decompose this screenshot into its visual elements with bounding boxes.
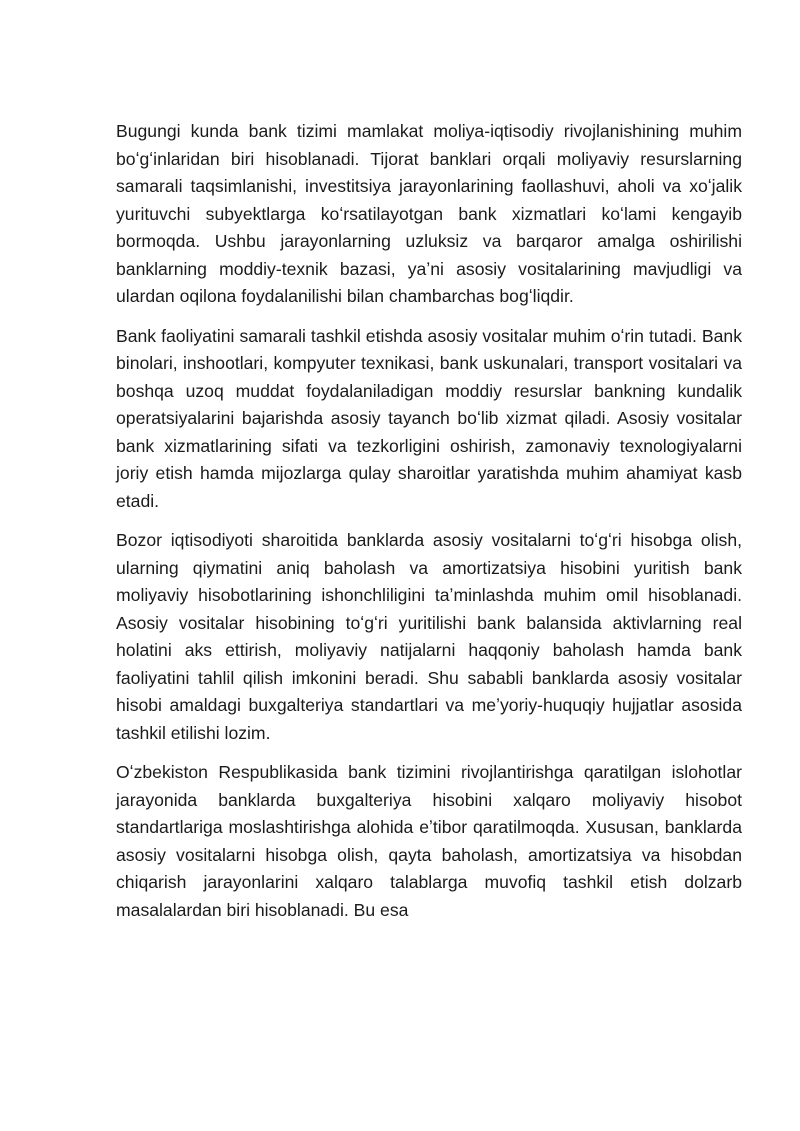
document-body [116,118,742,936]
paragraph: Oʻzbekiston Respublikasida bank tizimini rivojlantirishga qaratilgan islohotlar jarayonida banklarda buxgalteriya hisobini xalqaro moliyaviy hisobot standartlariga moslashtirishga alohida eʼtibor qaratilmoqda. Xususan, banklarda asosiy vositalarni hisobga olish, qayta baholash, amortizatsiya va hisobdan chiqarish jarayonlarini xalqaro talablarga muvofiq tashkil etish dolzarb masalalardan biri hisoblanadi. Bu esa [116,762,742,920]
paragraph: Bozor iqtisodiyoti sharoitida banklarda asosiy vositalarni toʻgʻri hisobga olish, ularning qiymatini aniq baholash va amortizatsiya hisobini yuritish bank moliyaviy hisobotlarining ishonchliligini taʼminlashda muhim omil hisoblanadi. Asosiy vositalar hisobining toʻgʻri yuritilishi bank balansida aktivlarning real holatini aks ettirish, moliyaviy natijalarni haqqoniy baholash hamda bank faoliyatini tahlil qilish imkonini beradi. Shu sababli banklarda asosiy vositalar hisobi amaldagi buxgalteriya standartlari va meʼyoriy-huquqiy hujjatlar asosida tashkil etilishi lozim. [116,530,742,743]
paragraph: Bugungi kunda bank tizimi mamlakat moliya-iqtisodiy rivojlanishining muhim boʻgʻinlaridan biri hisoblanadi. Tijorat banklari orqali moliyaviy resurslarning samarali taqsimlanishi, investitsiya jarayonlarining faollashuvi, aholi va xoʻjalik yurituvchi subyektlarga koʻrsatilayotgan bank xizmatlari koʻlami kengayib bormoqda. Ushbu jarayonlarning uzluksiz va barqaror amalga oshirilishi banklarning moddiy-texnik bazasi, yaʼni asosiy vositalarining mavjudligi va ulardan oqilona foydalanilishi bilan chambarchas bogʻliqdir. [116,121,742,306]
paragraph: Bank faoliyatini samarali tashkil etishda asosiy vositalar muhim oʻrin tutadi. Bank binolari, inshootlari, kompyuter texnikasi, bank uskunalari, transport vositalari va boshqa uzoq muddat foydalaniladigan moddiy resurslar bankning kundalik operatsiyalarini bajarishda asosiy tayanch boʻlib xizmat qiladi. Asosiy vositalar bank xizmatlarining sifati va tezkorligini oshirish, zamonaviy texnologiyalarni joriy etish hamda mijozlarga qulay sharoitlar yaratishda muhim ahamiyat kasb etadi. [116,325,742,511]
